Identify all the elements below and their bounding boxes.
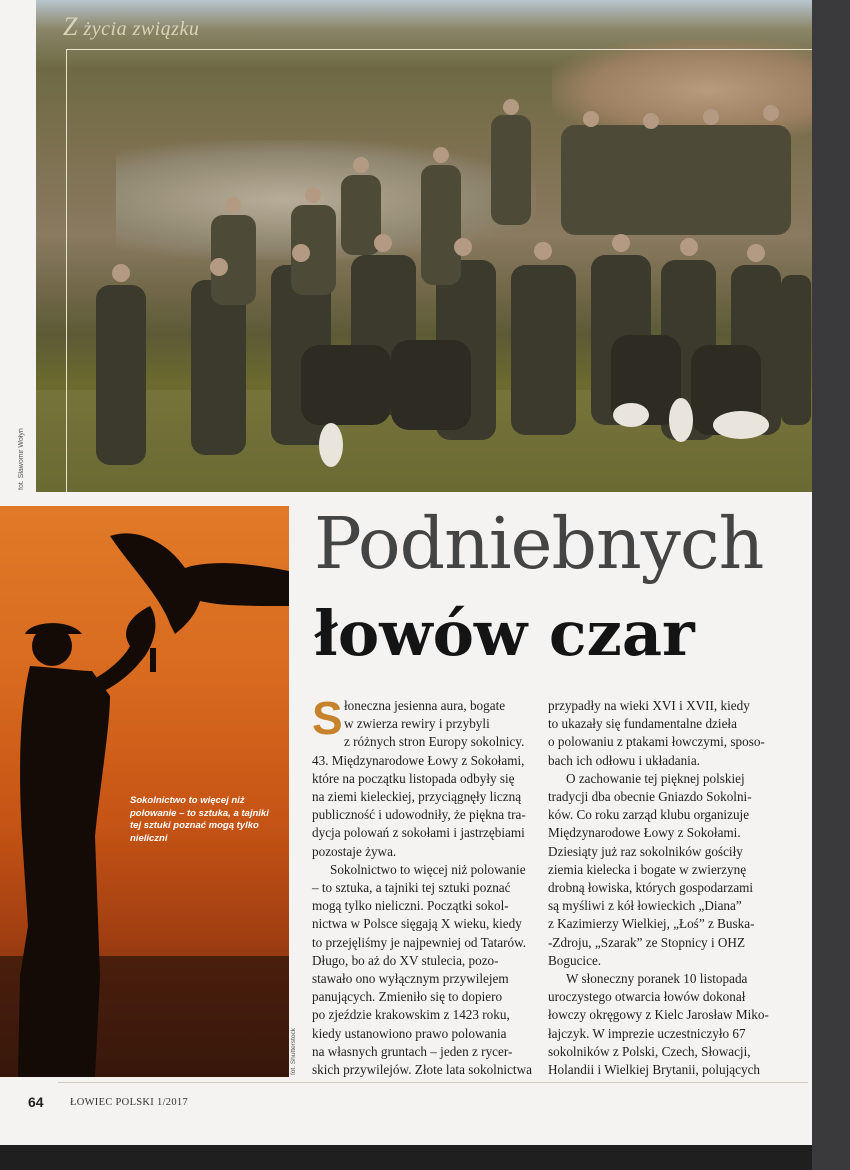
body-line: Dziesiąty już raz sokolników gościły [548, 843, 743, 859]
body-line: na własnych gruntach – jeden z rycer- [312, 1043, 513, 1059]
body-line: które na początku listopada odbyły się [312, 770, 515, 786]
body-line: po zjeździe krakowskim z 1423 roku, [312, 1007, 510, 1023]
body-line: kiedy ustanowiono prawo polowania [312, 1025, 507, 1041]
body-line: stawało ono wyłącznym przywilejem [312, 971, 509, 987]
body-line: skich przywilejów. Złote lata sokolnictwa [312, 1062, 532, 1078]
photo-crowd [91, 95, 811, 475]
article-title-line2: łowów czar [314, 597, 695, 670]
body-line: ków. Co roku zarząd klubu organizuje [548, 807, 750, 823]
body-line: Sokolnictwo to więcej niż polowanie [330, 861, 526, 877]
falcon-caption: Sokolnictwo to więcej niż polowanie – to sztuka, a tajniki tej sztuki poznać mogą tylko nieliczni [130, 795, 269, 844]
body-line: drobną łowiska, których gospodarzami [548, 880, 754, 896]
body-line: Holandii i Wielkiej Brytanii, polujących [548, 1062, 761, 1078]
falconer-photo [0, 506, 289, 1077]
body-line: o polowaniu z ptakami łowczymi, sposo- [548, 734, 765, 750]
photo-credit-falcon: fot. Shutterstock [290, 1028, 297, 1075]
body-column-1 [312, 692, 534, 1079]
photo-frame-left [66, 49, 67, 492]
section-label-initial: Z [63, 12, 78, 41]
article-title-line1: Podniebnych [314, 502, 764, 585]
body-line: to przejęliśmy je najpewniej od Tatarów. [312, 934, 527, 950]
body-line: na ziemi kieleckiej, przyciągnęły liczną [312, 789, 522, 805]
body-line: W słoneczny poranek 10 listopada [566, 971, 748, 987]
body-line: bach ich odłowu i układania. [548, 752, 700, 768]
body-line: -Zdroju, „Szarak” ze Stopnicy i OHZ [548, 934, 746, 950]
group-photo [36, 0, 812, 492]
body-line: tradycji dba obecnie Gniazdo Sokolni- [548, 789, 752, 805]
body-line: łoneczna jesienna aura, bogate [344, 698, 506, 713]
body-line: nictwa w Polsce sięgają X wieku, kiedy [312, 916, 522, 932]
body-line: Międzynarodowe Łowy z Sokołami. [548, 825, 741, 841]
body-line: to ukazały się fundamentalne dzieła [548, 716, 737, 732]
body-line: sokolników z Polski, Czech, Słowacji, [548, 1043, 751, 1059]
body-line: publiczność i udowodniły, że piękna tra- [312, 807, 526, 823]
photo-frame-top [66, 49, 812, 50]
body-line: łowczy okręgowy z Kielc Jarosław Miko- [548, 1007, 769, 1023]
body-line: O zachowanie tej pięknej polskiej [566, 770, 745, 786]
scan-background-bottom [0, 1145, 812, 1170]
body-line: mogą tylko nieliczni. Początki sokol- [312, 898, 509, 914]
section-label-text: życia związku [77, 18, 200, 40]
body-column-2 [548, 697, 769, 1079]
footer-divider [58, 1082, 808, 1083]
body-line: są myśliwi z kół łowieckich „Diana” [548, 898, 742, 914]
body-line: Długo, bo aż do XV stulecia, pozo- [312, 952, 499, 968]
body-line: łajczyk. W imprezie uczestniczyło 67 [548, 1025, 746, 1041]
body-line: ziemia kielecka i bogate w zwierzynę [548, 861, 747, 877]
body-line: – to sztuka, a tajniki tej sztuki poznać [312, 880, 511, 896]
body-line: pozostaje żywa. [312, 843, 397, 859]
section-label [63, 12, 199, 42]
body-line: z Kazimierzy Wielkiej, „Łoś” z Buska- [548, 916, 755, 932]
falconer-silhouette [0, 506, 289, 1077]
publication-name: ŁOWIEC POLSKI 1/2017 [70, 1097, 188, 1108]
body-line: Bogucice. [548, 952, 602, 968]
page-number: 64 [28, 1094, 44, 1110]
drop-cap: S [312, 692, 343, 744]
scan-background-right [812, 0, 850, 1170]
body-line: uroczystego otwarcia łowów dokonał [548, 989, 746, 1005]
body-line: z różnych stron Europy sokolnicy. [344, 734, 525, 750]
photo-credit-top: fot. Sławomir Wołyń [18, 428, 25, 490]
body-line: w zwierza rewiry i przybyli [344, 716, 490, 732]
body-line: przypadły na wieki XVI i XVII, kiedy [548, 698, 750, 713]
body-line: 43. Międzynarodowe Łowy z Sokołami, [312, 752, 525, 768]
body-line: panujących. Zmieniło się to dopiero [312, 989, 503, 1005]
body-line: dycja polowań z sokołami i jastrzębiami [312, 825, 525, 841]
